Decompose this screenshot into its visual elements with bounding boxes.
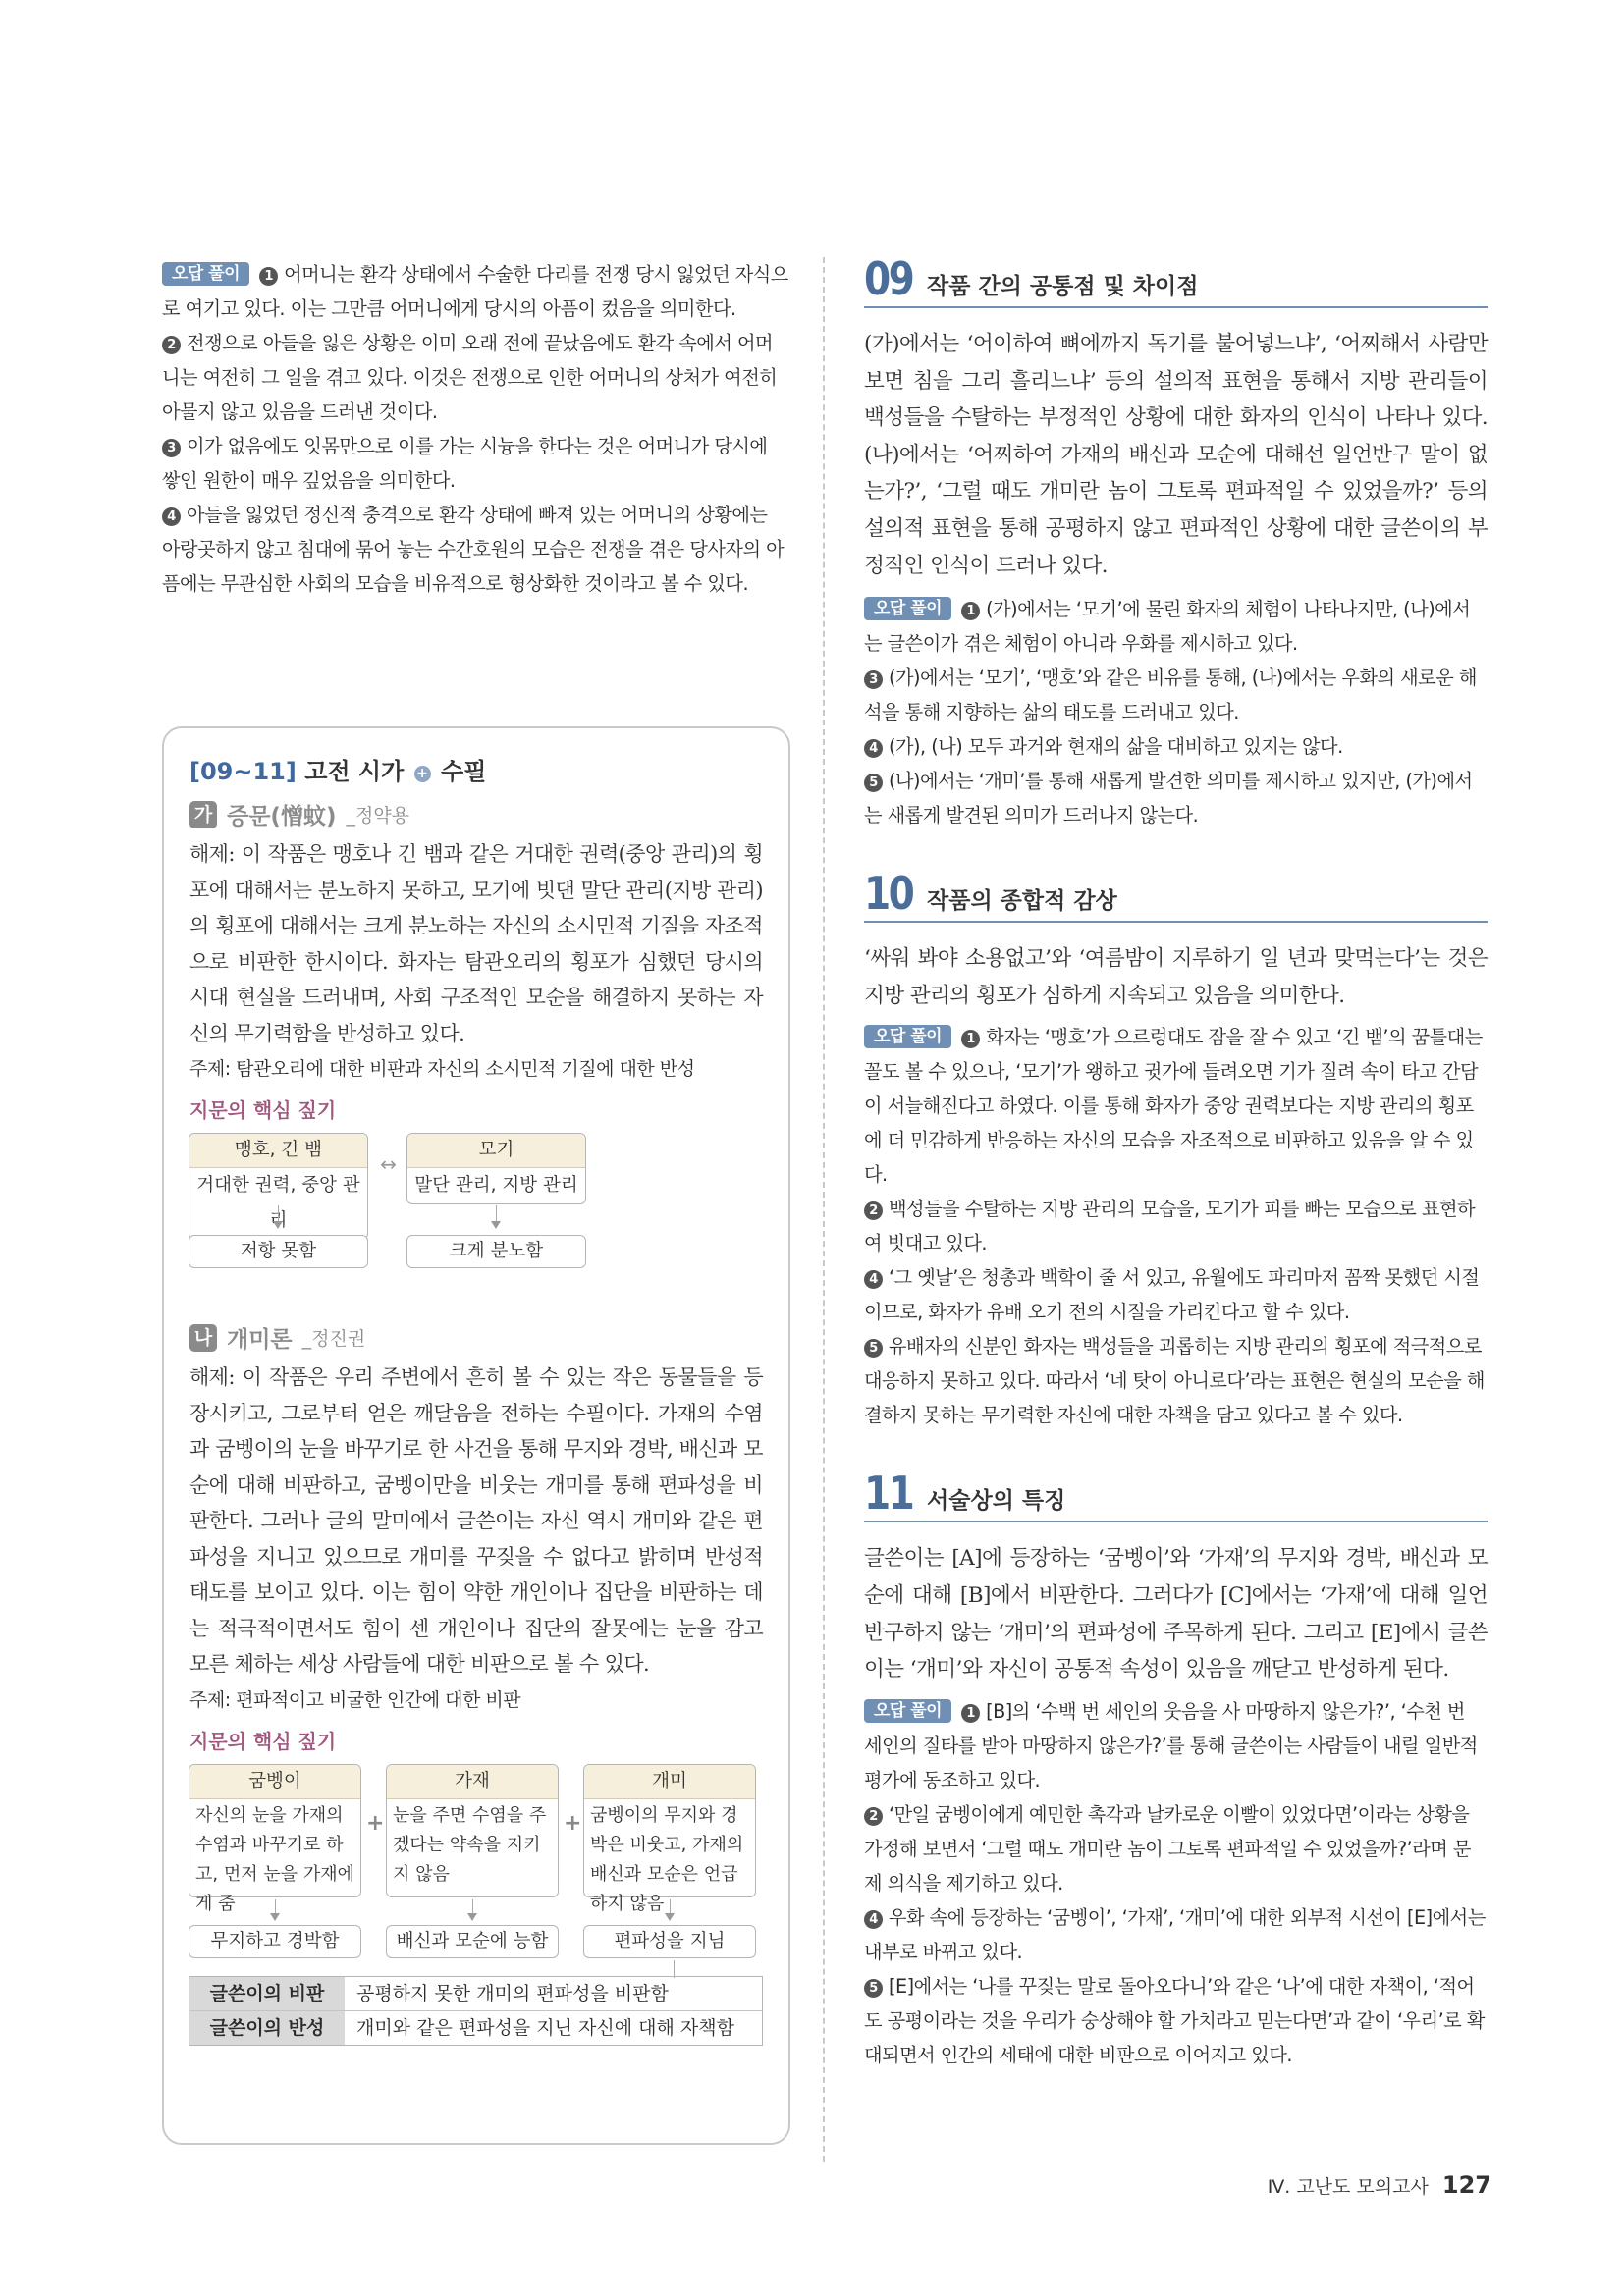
bidirectional-arrow-icon: ↔	[380, 1152, 397, 1176]
circled-number: 2	[864, 1201, 883, 1220]
note-text: [E]에서는 ‘나를 꾸짖는 말로 돌아오다니’와 같은 ‘나’에 대한 자책이, ‘적어도 공평이라는 것을 우리가 숭상해야 할 가치라고 믿는다면’과 같이 ‘우리’로 확대되면서 인간의 세태에 대한 비판으로 이어지고 있다.	[864, 1974, 1485, 2066]
note-text: 우화 속에 등장하는 ‘굼벵이’, ‘가재’, ‘개미’에 대한 외부적 시선이 [E]에서는 내부로 바뀌고 있다.	[864, 1905, 1486, 1963]
circled-number: 2	[162, 336, 181, 354]
box-range: [09~11]	[189, 758, 297, 785]
wrong-answer-badge: 오답 풀이	[864, 1699, 951, 1723]
na-node-gajae	[386, 1764, 559, 1897]
ga-head	[189, 798, 767, 830]
arrow-down-icon	[270, 1913, 280, 1921]
note-text: 어머니는 환각 상태에서 수술한 다리를 전쟁 당시 잃었던 자식으로 여기고 있다. 이는 그만큼 어머니에게 당시의 아픔이 컸음을 의미한다.	[162, 263, 788, 320]
summary-value: 개미와 같은 편파성을 지닌 자신에 대해 자책함	[356, 2016, 734, 2039]
summary-value: 공평하지 못한 개미의 편파성을 비판함	[356, 1982, 669, 2004]
section-11-notes	[864, 1694, 1488, 2072]
ga-diagram	[186, 1133, 767, 1280]
node-bottom: 눈을 주면 수염을 주겠다는 약속을 지키지 않음	[393, 1804, 547, 1885]
note	[864, 1969, 1488, 2072]
note-text: (나)에서는 ‘개미’를 통해 새롭게 발견한 의미를 제시하고 있지만, (가)에서는 새롭게 발견된 의미가 드러나지 않는다.	[864, 770, 1473, 828]
section-10-notes	[864, 1020, 1488, 1432]
section-title: 서술상의 특징	[927, 1488, 1066, 1515]
left-answer-notes	[162, 257, 790, 601]
node-top: 개미	[584, 1765, 755, 1799]
section-10-body: ‘싸워 봐야 소용없고’와 ‘여름밤이 지루하기 일 년과 맞먹는다’는 것은 지방 관리의 횡포가 심하게 지속되고 있음을 의미한다.	[864, 946, 1488, 1008]
node-top: 맹호, 긴 뱀	[189, 1134, 367, 1168]
section-title: 작품의 종합적 감상	[927, 888, 1117, 915]
circled-number: 3	[864, 670, 883, 689]
arrow-down-icon	[491, 1221, 501, 1229]
note-text: 화자는 ‘맹호’가 으르렁대도 잠을 잘 수 있고 ‘긴 뱀’의 꿈틀대는 꼴도 볼 수 있으나, ‘모기’가 왱하고 귓가에 들려오면 기가 질려 속이 타고 간담이 서늘해진다고 하였다. 이를 통해 화자가 중앙 권력보다는 지방 관리의 횡포에 더 민감하게 반응하는 자신의 모습을 자조적으로 비판하고 있음을 알 수 있다.	[864, 1026, 1483, 1187]
plus-icon: +	[414, 766, 431, 782]
summary-row	[189, 2010, 762, 2045]
na-title: 개미론	[227, 1327, 293, 1353]
na-letter: 나	[189, 1324, 217, 1352]
note	[864, 1797, 1488, 1900]
note-text: ‘만일 굼벵이에게 예민한 촉각과 날카로운 이빨이 있었다면’이라는 상황을 가정해 보면서 ‘그럴 때도 개미란 놈이 그토록 편파적일 수 있었을까?’라며 문제 의식을 제기하고 있다.	[864, 1802, 1471, 1895]
node-top: 모기	[407, 1134, 585, 1168]
footer-section: Ⅳ. 고난도 모의고사	[1267, 2176, 1429, 2198]
wrong-answer-badge: 오답 풀이	[864, 1025, 951, 1048]
circled-number: 1	[961, 1704, 980, 1723]
section-10-head	[864, 867, 1488, 923]
section-09-body: (가)에서는 ‘어이하여 뼈에까지 독기를 불어넣느냐’, ‘어찌해서 사람만 보면 침을 그리 흘리느냐’ 등의 설의적 표현을 통해서 지방 관리들이 백성들을 수탈하는 부정적인 상황에 대한 화자의 인식이 나타나 있다. (나)에서는 ‘어찌하여 가재의 배신과 모순에 대해선 일언반구 말이 없는가?’, ‘그럴 때도 개미란 놈이 그토록 편파적일 수 있었을까?’ 등의 설의적 표현을 통해 공평하지 않고 편파적인 상황에 대한 글쓴이의 부정적인 인식이 드러나 있다.	[864, 332, 1488, 578]
box-title	[189, 752, 767, 786]
box-title-b: 수필	[441, 758, 487, 785]
section-09-notes	[864, 592, 1488, 832]
column-divider	[823, 257, 825, 2162]
section-11-body: 글쓴이는 [A]에 등장하는 ‘굼벵이’와 ‘가재’의 무지와 경박, 배신과 모순에 대해 [B]에서 비판한다. 그러다가 [C]에서는 ‘가재’에 대해 일언반구하지 않는 ‘개미’의 편파성에 주목하게 된다. 그리고 [E]에서 글쓴이는 ‘개미’와 자신이 공통적 속성이 있음을 깨닫고 반성하게 된다.	[864, 1546, 1488, 1682]
section-11-head	[864, 1467, 1488, 1522]
na-diagram	[186, 1764, 767, 2058]
arrow-down-icon	[467, 1913, 477, 1921]
note	[864, 1900, 1488, 1969]
na-summary-table	[189, 1976, 763, 2046]
section-number: 09	[864, 252, 913, 305]
circled-number: 4	[162, 507, 181, 526]
section-09-head	[864, 252, 1488, 308]
note-text: 전쟁으로 아들을 잃은 상황은 이미 오래 전에 끝났음에도 환각 속에서 어머니는 여전히 그 일을 겪고 있다. 이것은 전쟁으로 인한 어머니의 상처가 여전히 아물지 않고 있음을 드러낸 것이다.	[162, 332, 778, 423]
section-number: 11	[864, 1467, 913, 1521]
arrow-down-icon	[665, 1913, 675, 1921]
section-title: 작품 간의 공통점 및 차이점	[927, 274, 1199, 299]
note	[864, 1020, 1488, 1192]
note-3	[162, 429, 790, 498]
note-text: (가)에서는 ‘모기’, ‘맹호’와 같은 비유를 통해, (나)에서는 우화의 새로운 해석을 통해 지향하는 삶의 태도를 드러내고 있다.	[864, 667, 1477, 724]
page-number: 127	[1441, 2171, 1491, 2199]
circled-number: 5	[864, 1979, 883, 1998]
section-number: 10	[864, 867, 913, 921]
summary-label: 글쓴이의 비판	[189, 1977, 345, 2010]
page-footer	[1268, 2171, 1491, 2199]
note	[864, 1192, 1488, 1260]
circled-number: 1	[259, 267, 278, 286]
right-column	[864, 252, 1488, 2072]
na-core-label: 지문의 핵심 짚기	[189, 1729, 337, 1753]
ga-title: 증문(憎蚊)	[227, 804, 337, 829]
na-head	[189, 1321, 767, 1354]
ga-result-2: 크게 분노함	[406, 1235, 586, 1268]
note-4	[162, 498, 790, 601]
wrong-answer-badge: 오답 풀이	[864, 597, 951, 620]
summary-row	[189, 1977, 762, 2010]
circled-number: 4	[864, 739, 883, 758]
ga-author: _정약용	[346, 805, 410, 827]
na-result-1: 무지하고 경박함	[189, 1925, 361, 1958]
note	[864, 1329, 1488, 1432]
circled-number: 3	[162, 439, 181, 457]
na-theme: 주제: 편파적이고 비굴한 인간에 대한 비판	[189, 1688, 521, 1711]
ga-core-label: 지문의 핵심 짚기	[189, 1098, 337, 1122]
na-author: _정진권	[301, 1328, 366, 1350]
note	[864, 1694, 1488, 1797]
note-text: [B]의 ‘수백 번 세인의 웃음을 사 마땅하지 않은가?’, ‘수천 번 세인의 질타를 받아 마땅하지 않은가?’를 통해 글쓴이는 사람들이 내릴 일반적 평가에 동조하고 있다.	[864, 1699, 1478, 1791]
na-result-2: 배신과 모순에 능함	[386, 1925, 559, 1958]
note-text: 백성들을 수탈하는 지방 관리의 모습을, 모기가 피를 빠는 모습으로 표현하여 빗대고 있다.	[864, 1198, 1476, 1255]
note-text: (가), (나) 모두 과거와 현재의 삶을 대비하고 있지는 않다.	[889, 735, 1343, 759]
wrong-answer-badge: 오답 풀이	[162, 262, 249, 286]
note-1	[162, 257, 790, 326]
arrow-down-icon	[273, 1221, 283, 1229]
node-bottom: 굼벵이의 무지와 경박은 비웃고, 가재의 배신과 모순은 언급하지 않음	[590, 1804, 744, 1914]
ga-node-2	[406, 1133, 586, 1204]
circled-number: 4	[864, 1910, 883, 1929]
ga-result-1: 저항 못함	[189, 1235, 368, 1268]
node-top: 굼벵이	[189, 1765, 360, 1799]
node-bottom: 거대한 권력, 중앙 관리	[196, 1175, 360, 1231]
note-text: 이가 없음에도 잇몸만으로 이를 가는 시늉을 한다는 것은 어머니가 당시에 쌓인 원한이 매우 깊었음을 의미한다.	[162, 435, 768, 492]
na-node-gaemi	[583, 1764, 756, 1914]
note	[864, 729, 1488, 764]
plus-icon: +	[564, 1810, 582, 1836]
note	[864, 592, 1488, 661]
note-2	[162, 326, 790, 429]
note	[864, 764, 1488, 832]
na-result-3: 편파성을 지님	[583, 1925, 756, 1958]
ga-theme: 주제: 탐관오리에 대한 비판과 자신의 소시민적 기질에 대한 반성	[189, 1058, 695, 1080]
plus-icon: +	[366, 1810, 385, 1836]
note-text: ‘그 옛날’은 청총과 백학이 줄 서 있고, 유월에도 파리마저 꼼짝 못했던 시절이므로, 화자가 유배 오기 전의 시절을 가리킨다고 할 수 있다.	[864, 1266, 1480, 1324]
note	[864, 1260, 1488, 1329]
circled-number: 1	[961, 602, 980, 620]
na-node-gumbeng	[189, 1764, 361, 1914]
passage-box	[162, 726, 790, 2145]
ga-letter: 가	[189, 801, 217, 828]
summary-label: 글쓴이의 반성	[189, 2011, 345, 2045]
note-text: 아들을 잃었던 정신적 충격으로 환각 상태에 빠져 있는 어머니의 상황에는 아랑곳하지 않고 침대에 묶어 놓는 수간호원의 모습은 전쟁을 겪은 당사자의 아픔에는 무관심한 사회의 모습을 비유적으로 형상화한 것이라고 볼 수 있다.	[162, 504, 785, 595]
circled-number: 5	[864, 774, 883, 792]
na-body: 해제: 이 작품은 우리 주변에서 흔히 볼 수 있는 작은 동물들을 등장시키고, 그로부터 얻은 깨달음을 전하는 수필이다. 가재의 수염과 굼벵이의 눈을 바꾸기로 한 사건을 통해 무지와 경박, 배신과 모순에 대해 비판하고, 굼벵이만을 비웃는 개미를 통해 편파성을 비판한다. 그러나 글의 말미에서 글쓴이는 자신 역시 개미와 같은 편파성을 지니고 있으므로 개미를 꾸짖을 수 없다고 밝히며 반성적 태도를 보이고 있다. 이는 힘이 약한 개인이나 집단을 비판하는 데는 적극적이면서도 힘이 센 개인이나 집단의 잘못에는 눈을 감고 모른 체하는 세상 사람들에 대한 비판으로 볼 수 있다.	[189, 1365, 763, 1676]
node-top: 가재	[387, 1765, 558, 1799]
note	[864, 661, 1488, 729]
circled-number: 4	[864, 1270, 883, 1289]
note-text: (가)에서는 ‘모기’에 물린 화자의 체험이 나타나지만, (나)에서는 글쓴이가 겪은 체험이 아니라 우화를 제시하고 있다.	[864, 598, 1471, 656]
note-text: 유배자의 신분인 화자는 백성들을 괴롭히는 지방 관리의 횡포에 적극적으로 대응하지 못하고 있다. 따라서 ‘네 탓이 아니로다’라는 표현은 현실의 모순을 해결하지 못하는 무기력한 자신에 대한 자책을 담고 있다고 볼 수 있다.	[864, 1335, 1485, 1427]
circled-number: 5	[864, 1339, 883, 1358]
box-title-a: 고전 시가	[304, 758, 405, 785]
circled-number: 2	[864, 1807, 883, 1826]
node-bottom: 자신의 눈을 가재의 수염과 바꾸기로 하고, 먼저 눈을 가재에게 줌	[195, 1804, 354, 1914]
circled-number: 1	[961, 1030, 980, 1048]
ga-body: 해제: 이 작품은 맹호나 긴 뱀과 같은 거대한 권력(중앙 관리)의 횡포에 대해서는 분노하지 못하고, 모기에 빗댄 말단 관리(지방 관리)의 횡포에 대해서는 크게 분노하는 자신의 소시민적 기질을 자조적으로 비판한 한시이다. 화자는 탐관오리의 횡포가 심했던 당시의 시대 현실을 드러내며, 사회 구조적인 모순을 해결하지 못하는 자신의 무기력함을 반성하고 있다.	[189, 842, 763, 1045]
node-bottom: 말단 관리, 지방 관리	[414, 1175, 578, 1196]
